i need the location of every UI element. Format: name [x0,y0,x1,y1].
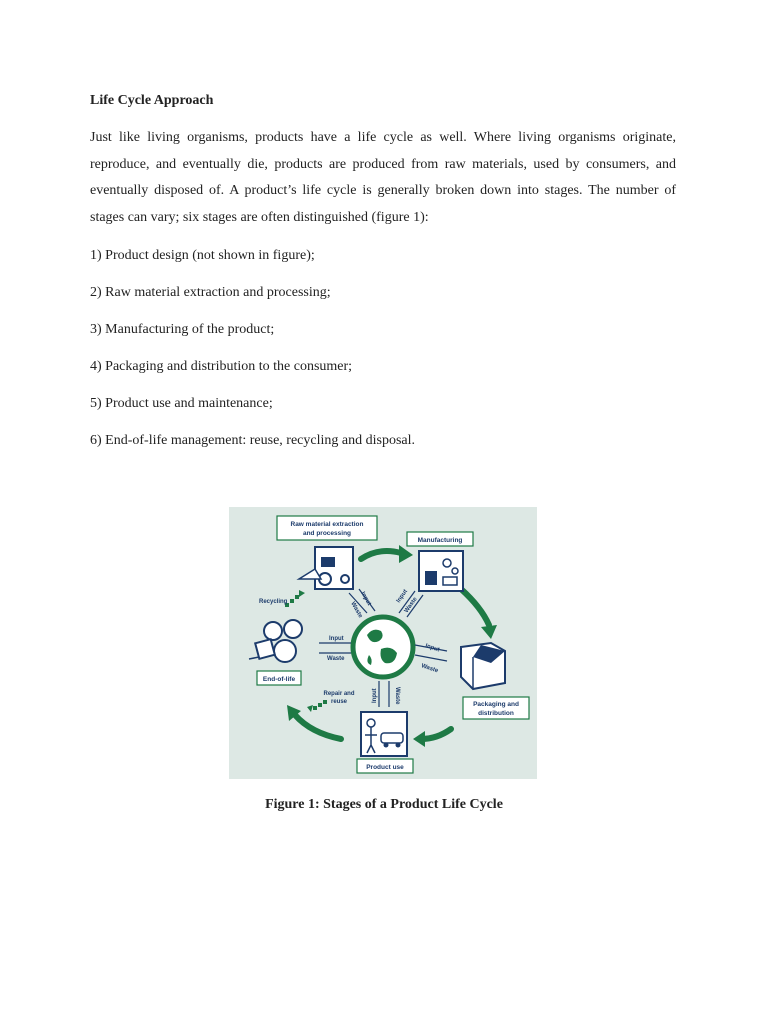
list-item: 1) Product design (not shown in figure); [90,248,315,263]
input-label-top-right: Input [395,588,410,605]
input-label-bottom: Input [372,688,378,703]
factory-icon [419,551,463,591]
list-item: 5) Product use and maintenance; [90,396,273,411]
waste-label-top-right: Waste [403,596,419,615]
manufacturing-label: Manufacturing [417,537,463,544]
input-label-top-left: Input [359,591,372,607]
packaging-icon [461,643,505,689]
waste-label-left: Waste [327,656,345,662]
list-item: 4) Packaging and distribution to the consumer; [90,359,353,374]
list-item: 3) Manufacturing of the product; [90,322,275,337]
waste-label-top-left: Waste [349,601,364,620]
end-of-life-label: End-of-life [262,676,296,683]
repair-label-1: Repair and [323,691,355,697]
raw-material-label-2: and processing [302,530,352,537]
raw-material-label-1: Raw material extraction [290,521,364,528]
input-label-right: Input [424,643,441,654]
stages-list [90,246,415,468]
waste-label-bottom: Waste [394,687,400,705]
section-heading: Life Cycle Approach [90,93,214,108]
product-use-icon [361,712,407,756]
recycling-label: Recycling [259,599,288,605]
life-cycle-diagram [229,507,537,779]
life-cycle-figure [229,507,537,779]
intro-paragraph: Just like living organisms, products have a life cycle as well. Where living organisms originate, reproduce, and eventually die, products are produced from raw materials, used by consumers, and eventually disposed of. A product’s life cycle is generally broken down into stages. The number of stages can vary; six stages are often distinguished (figure 1): [90,130,676,225]
stage-manufacturing [407,532,473,546]
stage-raw-material [277,516,377,540]
figure-caption: Figure 1: Stages of a Product Life Cycle [265,797,503,812]
packaging-label-1: Packaging and [473,701,519,708]
stage-packaging [463,697,529,719]
list-item: 2) Raw material extraction and processing; [90,285,331,300]
packaging-label-2: distribution [478,710,514,717]
input-label-left: Input [329,636,344,642]
list-item: 6) End-of-life management: reuse, recycling and disposal. [90,433,415,448]
repair-label-2: reuse [330,699,348,705]
stage-end-of-life [257,671,301,685]
stage-product-use [357,759,413,773]
product-use-label: Product use [366,764,404,771]
globe-icon [353,617,413,677]
waste-label-right: Waste [420,663,439,675]
